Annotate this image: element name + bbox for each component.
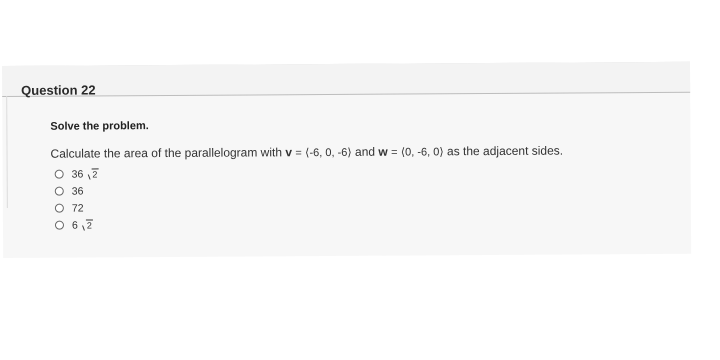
option-label: 72 bbox=[71, 202, 84, 215]
vector-v-value: ⟨-6, 0, -6⟩ bbox=[305, 146, 352, 160]
radio-button[interactable] bbox=[55, 204, 64, 213]
prompt-text: Calculate the area of the parallelogram with bbox=[50, 145, 283, 161]
left-divider bbox=[6, 96, 8, 208]
prompt-suffix: as the adjacent sides. bbox=[446, 143, 564, 159]
option-label: 36 2 bbox=[71, 168, 98, 181]
sqrt-symbol: 2 bbox=[79, 219, 93, 231]
radio-button[interactable] bbox=[55, 221, 64, 230]
radio-button[interactable] bbox=[55, 187, 64, 196]
sqrt-symbol: 2 bbox=[84, 168, 98, 180]
and-text: and bbox=[354, 144, 376, 159]
option-label: 6 2 bbox=[71, 219, 92, 232]
question-prompt bbox=[50, 144, 563, 161]
vector-v-label: v bbox=[285, 145, 293, 160]
question-title: Question 22 bbox=[21, 82, 96, 98]
equals-sign: = bbox=[295, 147, 302, 160]
answer-options bbox=[55, 165, 99, 233]
answer-option-a[interactable] bbox=[55, 165, 99, 182]
answer-option-d[interactable] bbox=[55, 216, 99, 233]
vector-w-label: w bbox=[378, 144, 388, 159]
question-instruction: Solve the problem. bbox=[50, 120, 149, 133]
answer-option-b[interactable] bbox=[55, 182, 99, 199]
question-card bbox=[2, 62, 691, 258]
vector-w-value: ⟨0, -6, 0⟩ bbox=[400, 146, 444, 159]
equals-sign-2: = bbox=[391, 146, 398, 159]
question-header bbox=[2, 62, 690, 97]
option-label: 36 bbox=[71, 185, 84, 198]
answer-option-c[interactable] bbox=[55, 199, 99, 216]
radio-button[interactable] bbox=[55, 170, 64, 179]
